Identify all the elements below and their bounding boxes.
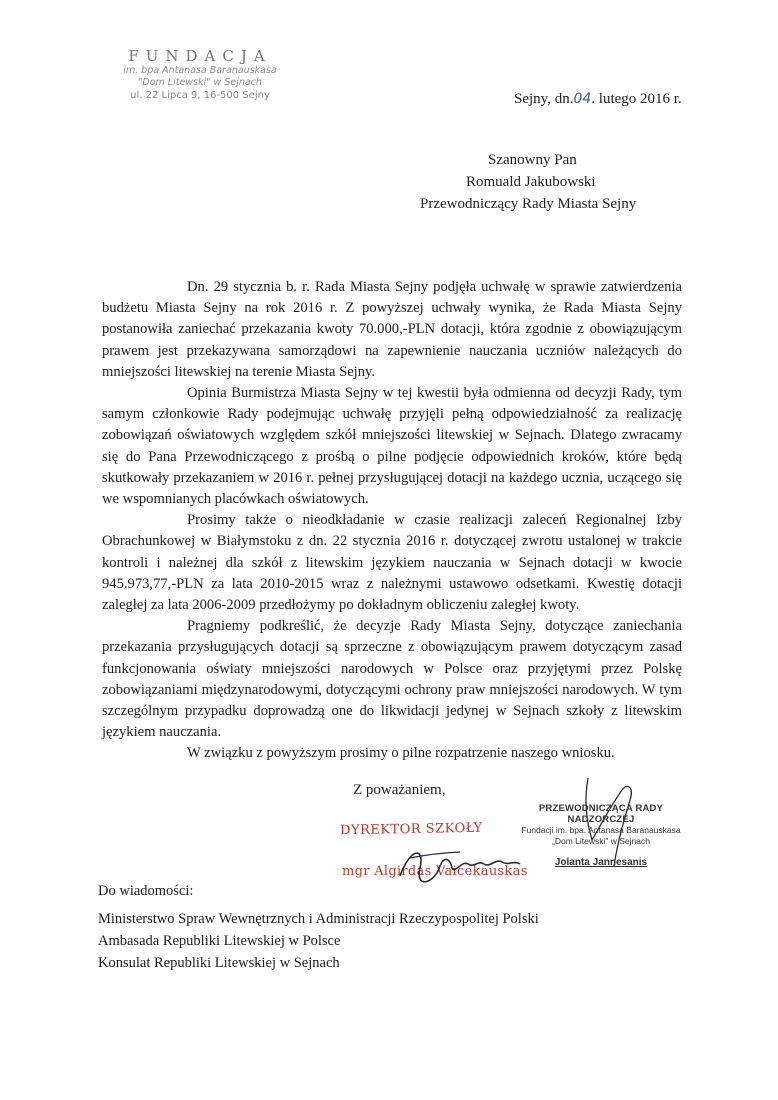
chairwoman-stamp-title: PRZEWODNICZĄCA RADY NADZORCZEJ bbox=[538, 803, 664, 825]
letterhead-line2: "Dom Litewski" w Sejnach bbox=[138, 77, 262, 88]
cc-item: Ministerstwo Spraw Wewnętrznych i Administracji Rzeczypospolitej Polski bbox=[98, 911, 539, 927]
body-paragraph: Prosimy także o nieodkładanie w czasie realizacji zaleceń Regionalnej Izby Obrachunkowej w Białymstoku z dn. 22 stycznia 2016 r. dotyczącej zwrotu ustalonej w trakcie kontroli i należnej dla szkół z litewskim językiem nauczania w Sejnach dotacji w kwocie 945.973,77,-PLN za lata 2010-2015 wraz z należnymi ustawowo odsetkami. Kwestię dotacji zaległej za lata 2006-2009 przedłożymy po dokładnym obliczeniu zaległej kwoty. bbox=[102, 512, 682, 614]
letterhead-line1: im. bpa Antanasa Baranauskasa bbox=[123, 65, 277, 76]
body-paragraph: W związku z powyższym prosimy o pilne rozpatrzenie naszego wniosku. bbox=[187, 745, 615, 762]
chairwoman-stamp bbox=[506, 803, 696, 868]
closing-phrase: Z poważaniem, bbox=[353, 782, 446, 798]
chairwoman-stamp-name: Jolanta Jannesanis bbox=[554, 857, 648, 868]
letterhead-title: FUNDACJA bbox=[128, 47, 272, 65]
addressee-name: Romuald Jakubowski bbox=[466, 174, 596, 190]
letterhead-address: ul. 22 Lipca 9, 16-500 Sejny bbox=[130, 90, 270, 101]
date-suffix: . lutego 2016 r. bbox=[591, 91, 682, 107]
letter-date bbox=[514, 91, 682, 108]
cc-item: Ambasada Republiki Litewskiej w Polsce bbox=[98, 933, 341, 949]
director-stamp-name: mgr Algirdas Vaicekauskas bbox=[342, 864, 528, 879]
addressee-title: Przewodniczący Rady Miasta Sejny bbox=[420, 196, 637, 212]
foundation-letterhead-stamp bbox=[100, 48, 300, 102]
chairwoman-stamp-line1: Fundacji im. bpa. Antanasa Baranauskasa bbox=[521, 825, 681, 835]
carbon-copy-section bbox=[98, 880, 539, 974]
body-paragraph: Opinia Burmistrza Miasta Sejny w tej kwestii była odmienna od decyzji Rady, tym samym członkowie Rady podejmując uchwałę przyjęli pełną odpowiedzialność za realizację zobowiązań oświatowych względem szkół mniejszości litewskiej w Sejnach. Dlatego zwracamy się do Pana Przewodniczącego z prośbą o pilne podjęcie odpowiednich kroków, które będą skutkowały przekazaniem w 2016 r. pełnej przysługującej dotacji na każdego ucznia, uczącego się we wspomnianych placówkach oświatowych. bbox=[102, 385, 682, 508]
body-paragraph: Pragniemy podkreślić, że decyzje Rady Miasta Sejny, dotyczące zaniechania przekazania przysługujących dotacji są sprzeczne z obowiązującym prawem dotyczącym zasad funkcjonowania oświaty mniejszości narodowych w Polsce oraz przyjętymi przez Polskę zobowiązaniami międzynarodowymi, dotyczącymi ochrony praw mniejszości narodowych. W tym szczególnym przypadku doprowadzą one do likwidacji jedynej w Sejnach szkoły z litewskim językiem nauczania. bbox=[102, 618, 682, 741]
letter-body bbox=[102, 277, 682, 765]
addressee-salutation: Szanowny Pan bbox=[488, 152, 577, 168]
director-stamp-title: DYREKTOR SZKOŁY bbox=[339, 820, 483, 839]
cc-item: Konsulat Republiki Litewskiej w Sejnach bbox=[98, 955, 340, 971]
date-prefix: Sejny, dn. bbox=[514, 91, 574, 107]
date-day-handwritten: 04 bbox=[573, 91, 592, 107]
cc-list bbox=[98, 908, 539, 974]
body-paragraph: Dn. 29 stycznia b. r. Rada Miasta Sejny podjęła uchwałę w sprawie zatwierdzenia budżetu Miasta Sejny na rok 2016 r. Z powyższej uchwały wynika, że Rada Miasta Sejny postanowiła zaniechać przekazania kwoty 70.000,-PLN dotacji, która zgodnie z obowiązującym prawem jest przekazywana samorządowi na zapewnienie nauczania uczniów należących do mniejszości litewskiej na terenie Miasta Sejny. bbox=[102, 279, 682, 380]
addressee-block bbox=[420, 149, 636, 215]
chairwoman-stamp-line2: „Dom Litewski" w Sejnach bbox=[552, 836, 650, 846]
cc-heading: Do wiadomości: bbox=[98, 883, 194, 899]
